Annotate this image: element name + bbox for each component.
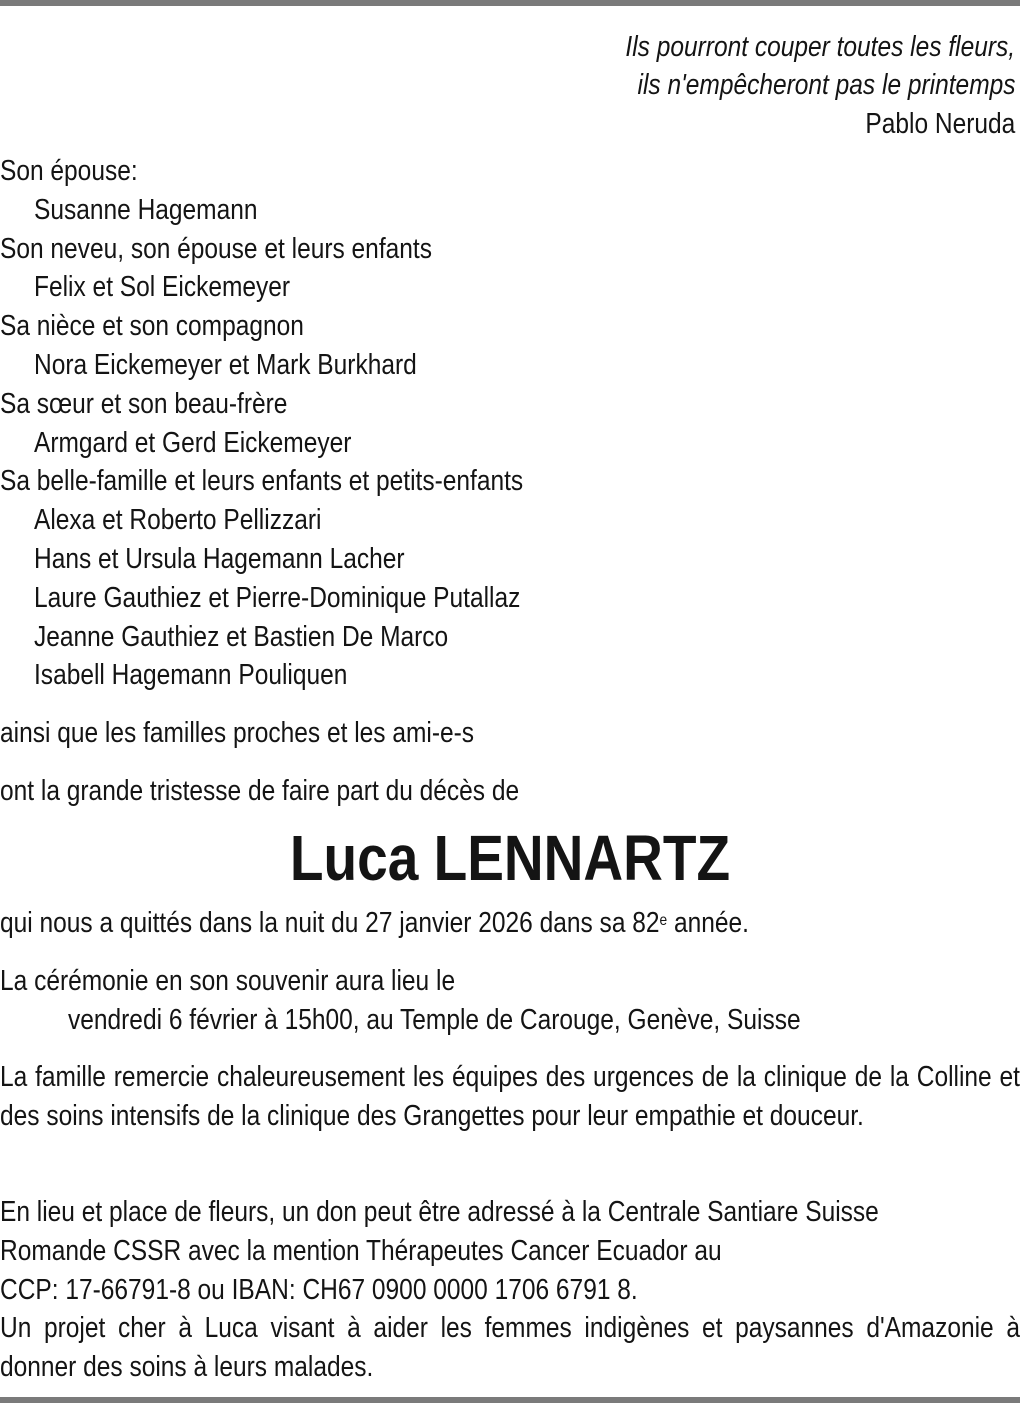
ceremony-intro: La cérémonie en son souvenir aura lieu le	[0, 965, 456, 997]
family-name: Armgard et Gerd Eickemeyer	[34, 427, 352, 459]
family-label-spouse: Son épouse:	[0, 155, 138, 187]
ordinal-superscript: e	[659, 912, 668, 929]
bottom-border-rule	[0, 1397, 1020, 1403]
also-families-line: ainsi que les familles proches et les ami-e-s	[0, 717, 475, 749]
quote-line-2: ils n'empêcheront pas le printemps	[637, 69, 1015, 101]
donation-line-3: CCP: 17-66791-8 ou IBAN: CH67 0900 0000 1706 6791 8.	[0, 1274, 638, 1306]
family-name: Isabell Hagemann Pouliquen	[34, 659, 348, 691]
project-paragraph: Un projet cher à Luca visant à aider les femmes indigènes et paysannes d'Amazonie à donner des soins à leurs malades.	[0, 1312, 1020, 1383]
death-text-after: année.	[667, 907, 749, 939]
family-label-niece: Sa nièce et son compagnon	[0, 310, 304, 342]
death-date-line	[0, 904, 749, 942]
deceased-name-text: Luca LENNARTZ	[289, 822, 731, 894]
thanks-paragraph: La famille remercie chaleureusement les équipes des urgences de la clinique de la Colline et des soins intensifs de la clinique des Grangettes pour leur empathie et douceur.	[0, 1061, 1020, 1132]
family-name: Susanne Hagemann	[34, 194, 258, 226]
quote-author: Pablo Neruda	[865, 108, 1015, 140]
announcement-line: ont la grande tristesse de faire part du décès de	[0, 775, 520, 807]
family-name: Alexa et Roberto Pellizzari	[34, 504, 322, 536]
family-label-nephew: Son neveu, son épouse et leurs enfants	[0, 233, 432, 265]
deceased-name	[0, 822, 1020, 894]
death-text-before: qui nous a quittés dans la nuit du 27 janvier 2026 dans sa 82	[0, 907, 660, 939]
donation-line-2: Romande CSSR avec la mention Thérapeutes Cancer Ecuador au	[0, 1235, 722, 1267]
family-name: Jeanne Gauthiez et Bastien De Marco	[34, 621, 449, 653]
family-name: Felix et Sol Eickemeyer	[34, 271, 291, 303]
top-border-rule	[0, 0, 1020, 6]
family-name: Nora Eickemeyer et Mark Burkhard	[34, 349, 417, 381]
family-name: Hans et Ursula Hagemann Lacher	[34, 543, 405, 575]
ceremony-details: vendredi 6 février à 15h00, au Temple de Carouge, Genève, Suisse	[68, 1004, 801, 1036]
donation-line-1: En lieu et place de fleurs, un don peut être adressé à la Centrale Santiare Suisse	[0, 1196, 879, 1228]
family-label-sister: Sa sœur et son beau-frère	[0, 388, 288, 420]
family-name: Laure Gauthiez et Pierre-Dominique Putallaz	[34, 582, 521, 614]
quote-line-1: Ils pourront couper toutes les fleurs,	[625, 31, 1015, 63]
family-label-in-laws: Sa belle-famille et leurs enfants et petits-enfants	[0, 465, 524, 497]
